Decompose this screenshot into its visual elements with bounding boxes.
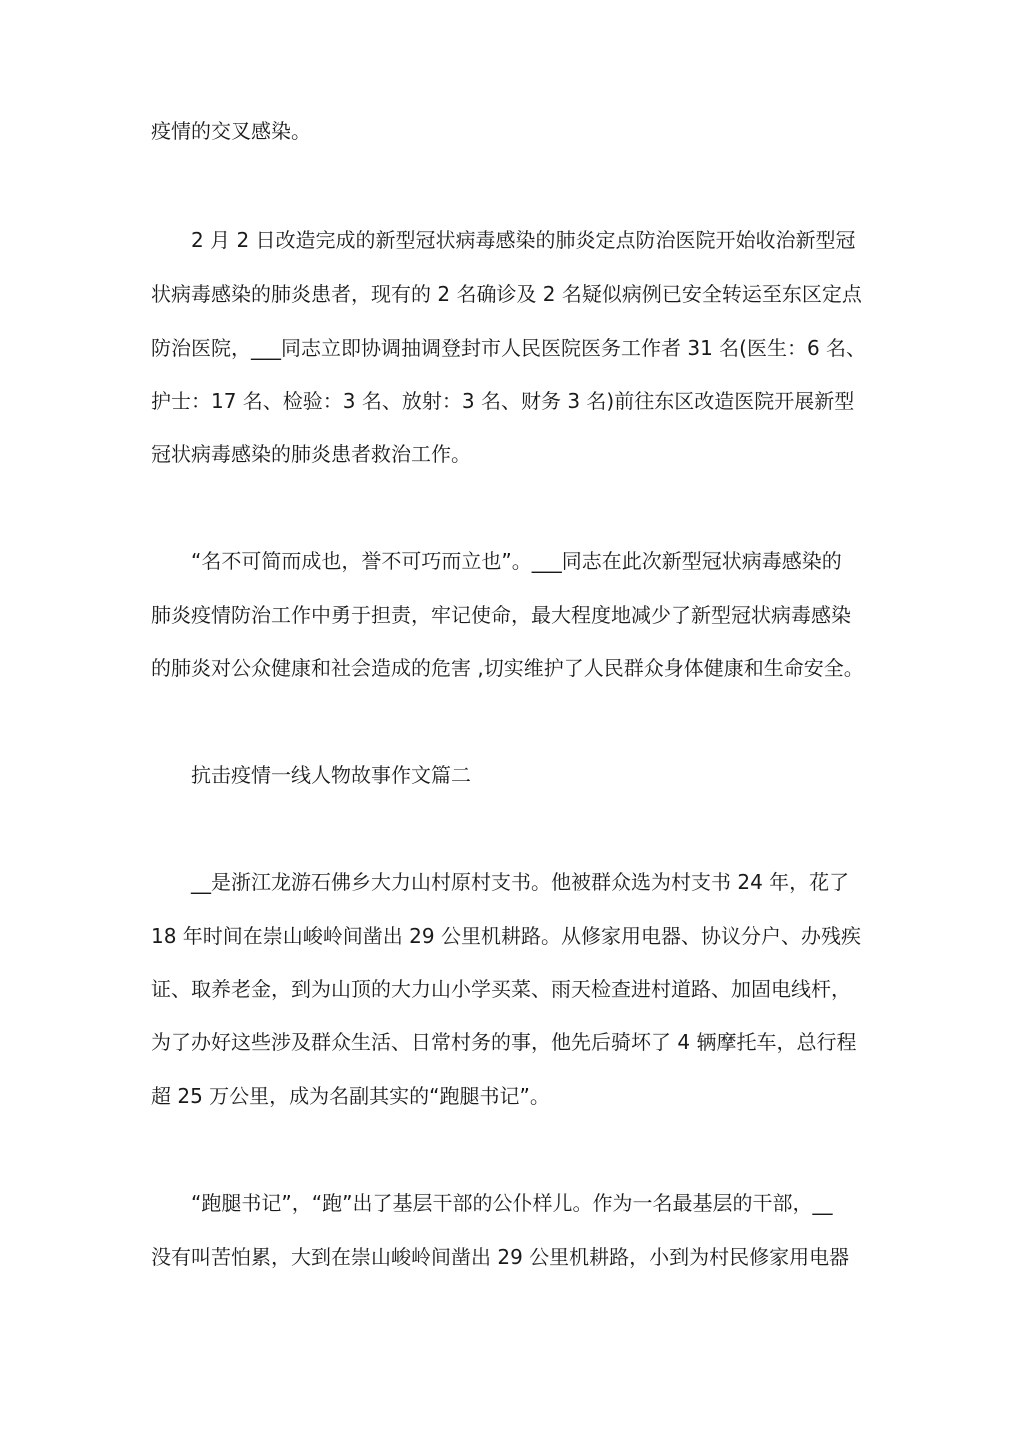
paragraph-3-line-3: 的肺炎对公众健康和社会造成的危害 ,切实维护了人民群众身体健康和生命安全。 (151, 656, 864, 680)
paragraph-5-line-1: __是浙江龙游石佛乡大力山村原村支书。他被群众选为村支书 24 年，花了 (191, 870, 850, 894)
paragraph-2-line-1: 2 月 2 日改造完成的新型冠状病毒感染的肺炎定点防治医院开始收治新型冠 (191, 228, 856, 252)
paragraph-5-line-5: 超 25 万公里，成为名副其实的“跑腿书记”。 (151, 1084, 550, 1108)
paragraph-6-line-2: 没有叫苦怕累，大到在崇山峻岭间凿出 29 公里机耕路，小到为村民修家用电器 (151, 1245, 850, 1269)
paragraph-1-line-1: 疫情的交叉感染。 (151, 119, 311, 143)
paragraph-2-line-5: 冠状病毒感染的肺炎患者救治工作。 (151, 442, 471, 466)
paragraph-6-line-1: “跑腿书记”，“跑”出了基层干部的公仆样儿。作为一名最基层的干部，__ (191, 1191, 833, 1215)
paragraph-3-line-2: 肺炎疫情防治工作中勇于担责，牢记使命，最大程度地减少了新型冠状病毒感染 (151, 603, 851, 627)
paragraph-5-line-2: 18 年时间在崇山峻岭间凿出 29 公里机耕路。从修家用电器、协议分户、办残疾 (151, 924, 861, 948)
paragraph-5-line-4: 为了办好这些涉及群众生活、日常村务的事，他先后骑坏了 4 辆摩托车，总行程 (151, 1030, 857, 1054)
paragraph-2-line-3: 防治医院，___同志立即协调抽调登封市人民医院医务工作者 31 名(医生：6 名、 (151, 336, 867, 360)
paragraph-3-line-1: “名不可简而成也，誉不可巧而立也”。___同志在此次新型冠状病毒感染的 (191, 549, 842, 573)
paragraph-2-line-4: 护士：17 名、检验：3 名、放射：3 名、财务 3 名)前往东区改造医院开展新型 (151, 389, 855, 413)
paragraph-5-line-3: 证、取养老金，到为山顶的大力山小学买菜、雨天检查进村道路、加固电线杆， (151, 977, 851, 1001)
section-heading: 抗击疫情一线人物故事作文篇二 (191, 763, 471, 787)
paragraph-2-line-2: 状病毒感染的肺炎患者，现有的 2 名确诊及 2 名疑似病例已安全转运至东区定点 (151, 282, 862, 306)
